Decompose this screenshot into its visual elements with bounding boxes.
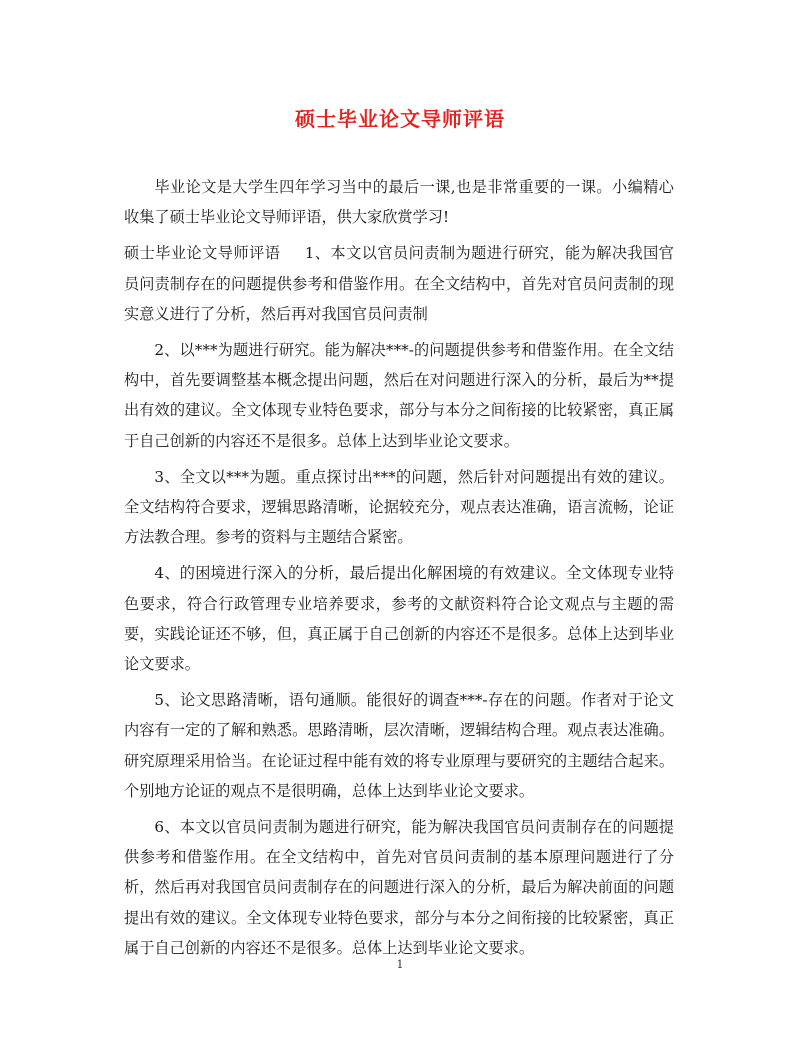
paragraph-1-text: 1、本文以官员问责制为题进行研究，能为解决我国官员问责制存在的问题提供参考和借鉴作用。在全文结构中，首先对官员问责制的现实意义进行了分析，然后再对我国官员问责制: [124, 244, 674, 323]
paragraph-4: 4、的困境进行深入的分析，最后提出化解困境的有效建议。全文体现专业特色要求，符合行政管理专业培养要求，参考的文献资料符合论文观点与主题的需要，实践论证还不够，但，真正属于自己创新的内容还不是很多。总体上达到毕业论文要求。: [124, 564, 674, 674]
paragraph-3: 3、全文以***为题。重点探讨出***的问题，然后针对问题提出有效的建议。全文结构符合要求，逻辑思路清晰，论据较充分，观点表达准确，语言流畅，论证方法教合理。参考的资料与主题结合紧密。: [124, 467, 674, 547]
paragraph-5: 5、论文思路清晰，语句通顺。能很好的调查***-存在的问题。作者对于论文内容有一定的了解和熟悉。思路清晰，层次清晰，逻辑结构合理。观点表达准确。研究原理采用恰当。在论证过程中能有效的将专业原理与要研究的主题结合起来。个别地方论证的观点不是很明确，总体上达到毕业论文要求。: [124, 691, 674, 800]
paragraph-2: 2、以***为题进行研究。能为解决***-的问题提供参考和借鉴作用。在全文结构中，首先要调整基本概念提出问题，然后在对问题进行深入的分析，最后为**提出有效的建议。全文体现专业特色要求，部分与本分之间衔接的比较紧密，真正属于自己创新的内容还不是很多。总体上达到毕业论文要求。: [124, 341, 674, 450]
intro-paragraph: 毕业论文是大学生四年学习当中的最后一课,也是非常重要的一课。小编精心收集了硕士毕业论文导师评语，供大家欣赏学习!: [124, 178, 674, 227]
page-number: 1: [396, 958, 404, 971]
document-title: 硕士毕业论文导师评语: [295, 107, 505, 131]
document-body: [124, 172, 674, 969]
paragraph-1: [124, 238, 674, 329]
inline-heading: 硕士毕业论文导师评语: [124, 244, 281, 263]
paragraph-6: 6、本文以官员问责制为题进行研究，能为解决我国官员问责制存在的问题提供参考和借鉴作用。在全文结构中，首先对官员问责制的基本原理问题进行了分析，然后再对我国官员问责制存在的问题进行深入的分析，最后为解决前面的问题提出有效的建议。全文体现专业特色要求，部分与本分之间衔接的比较紧密，真正属于自己创新的内容还不是很多。总体上达到毕业论文要求。: [124, 818, 674, 957]
